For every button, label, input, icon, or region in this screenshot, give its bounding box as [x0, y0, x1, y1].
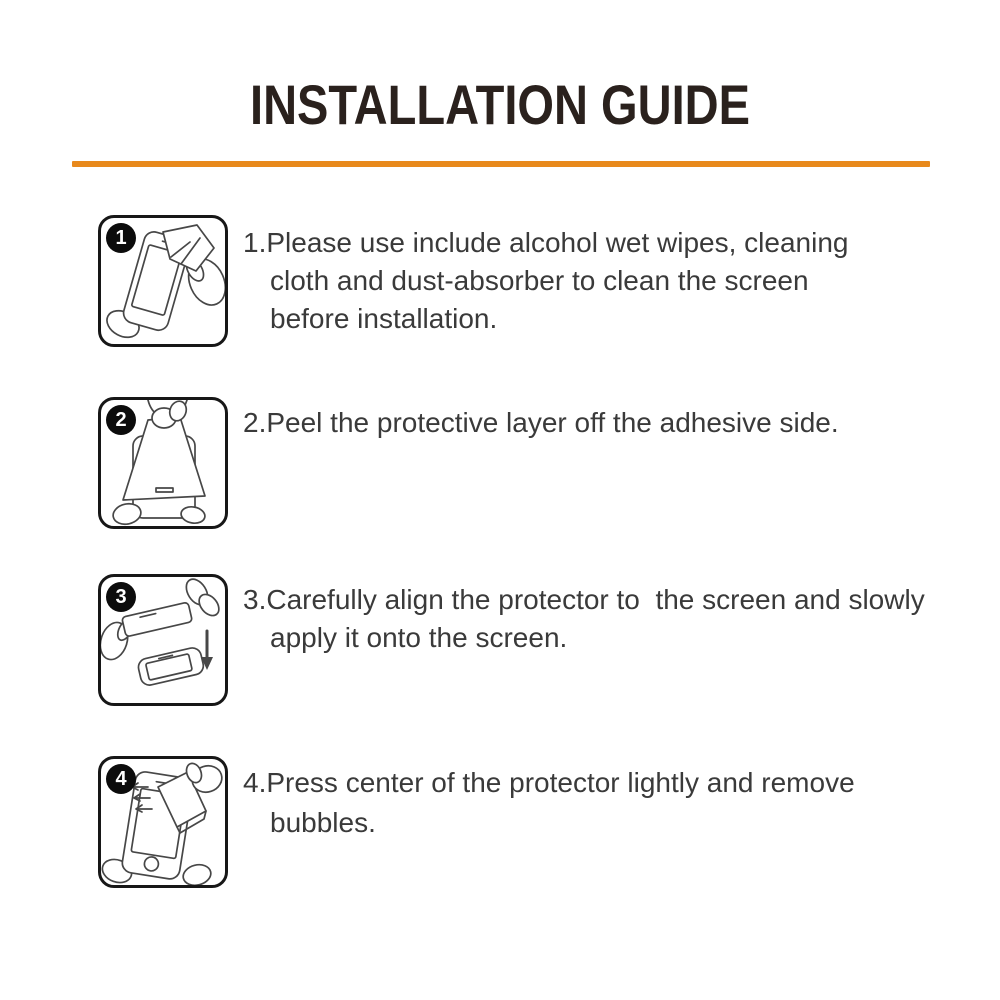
step-3-line: 3.Carefully align the protector to the screen and slowly — [243, 584, 925, 615]
step-3-line: apply it onto the screen. — [270, 622, 568, 653]
page-title: INSTALLATION GUIDE — [250, 73, 750, 136]
step-4-line: 4.Press center of the protector lightly and remove — [243, 767, 855, 798]
step-1-line: before installation. — [270, 303, 498, 334]
step-3-illustration-box — [98, 574, 228, 706]
step-4-line: bubbles. — [270, 807, 376, 838]
step-4-text — [243, 763, 903, 843]
step-1-number-badge: 1 — [106, 223, 136, 253]
step-1-line: cloth and dust-absorber to clean the screen — [270, 265, 809, 296]
step-3-text — [243, 581, 925, 657]
step-2-text — [243, 404, 903, 442]
step-2-number-badge: 2 — [106, 405, 136, 435]
step-1-line: 1.Please use include alcohol wet wipes, cleaning — [243, 227, 849, 258]
step-2-illustration-box — [98, 397, 228, 529]
step-4-number-badge: 4 — [106, 764, 136, 794]
step-2-line: 2.Peel the protective layer off the adhesive side. — [243, 407, 839, 438]
step-1-illustration-box — [98, 215, 228, 347]
step-4-illustration-box — [98, 756, 228, 888]
step-1-text — [243, 224, 903, 338]
orange-divider — [72, 161, 930, 167]
step-3-number-badge: 3 — [106, 582, 136, 612]
